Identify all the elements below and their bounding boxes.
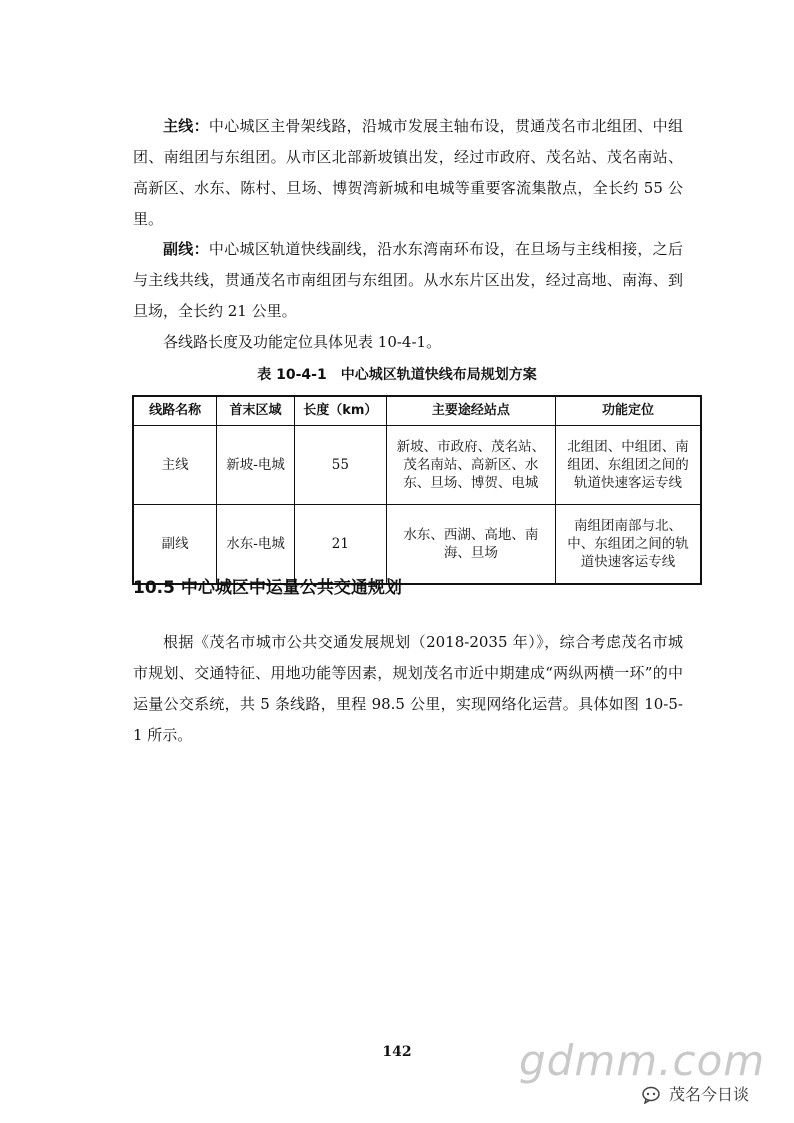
branch-line-text: 中心城区轨道快线副线，沿水东湾南环布设，在旦场与主线相接，之后与主线共线，贯通茂名市南组团与东组团。从水东片区出发，经过高地、南海、到旦场，全长约 21 公里。 [133,240,683,320]
table-row [133,426,701,505]
branch-line-label: 副线： [163,240,209,258]
section-body-paragraph: 根据《茂名市城市公共交通发展规划（2018-2035 年）》，综合考虑茂名市城市规划、交通特征、用地功能等因素，规划茂名市近中期建成“两纵两横一环”的中运量公交系统，共 5 条线路，里程 98.5 公里，实现网络化运营。具体如图 10-5-1 所示。 [133,633,683,744]
cell-line-name: 副线 [133,505,217,585]
cell-length: 21 [294,505,386,585]
cell-stations: 新坡、市政府、茂名站、茂名南站、高新区、水东、旦场、博贺、电城 [386,426,555,505]
account-watermark: 茂名今日谈 [669,1085,750,1104]
cell-function: 南组团南部与北、中、东组团之间的轨道快速客运专线 [556,505,701,585]
site-watermark: gdmm.com [519,1036,766,1085]
header-line-name: 线路名称 [133,396,217,426]
cell-endpoints: 新坡-电城 [217,426,295,505]
main-line-text: 中心城区主骨架线路，沿城市发展主轴布设，贯通茂名市北组团、中组团、南组团与东组团。从市区北部新坡镇出发，经过市政府、茂名站、茂名南站、高新区、水东、陈村、旦场、博贺湾新城和电城等重要客流集散点，全长约 55 公里。 [133,117,683,228]
cell-function: 北组团、中组团、南组团、东组团之间的轨道快速客运专线 [556,426,701,505]
cell-length: 55 [294,426,386,505]
table-caption: 表 10-4-1 中心城区轨道快线布局规划方案 [257,367,537,383]
rail-layout-table [132,395,702,585]
header-function: 功能定位 [556,396,701,426]
header-endpoints: 首末区域 [217,396,295,426]
cell-stations: 水东、西湖、高地、南海、旦场 [386,505,555,585]
page-number: 142 [382,1044,412,1060]
section-heading: 10.5 中心城区中运量公共交通规划 [133,578,402,598]
table-intro-paragraph: 各线路长度及功能定位具体见表 10-4-1。 [163,333,442,351]
main-line-paragraph [133,111,683,235]
main-line-label: 主线： [163,117,209,135]
table-header-row [133,396,701,426]
wechat-icon [642,1086,664,1104]
cell-line-name: 主线 [133,426,217,505]
branch-line-paragraph [133,234,683,327]
header-stations: 主要途经站点 [386,396,555,426]
header-length: 长度（km） [294,396,386,426]
cell-endpoints: 水东-电城 [217,505,295,585]
